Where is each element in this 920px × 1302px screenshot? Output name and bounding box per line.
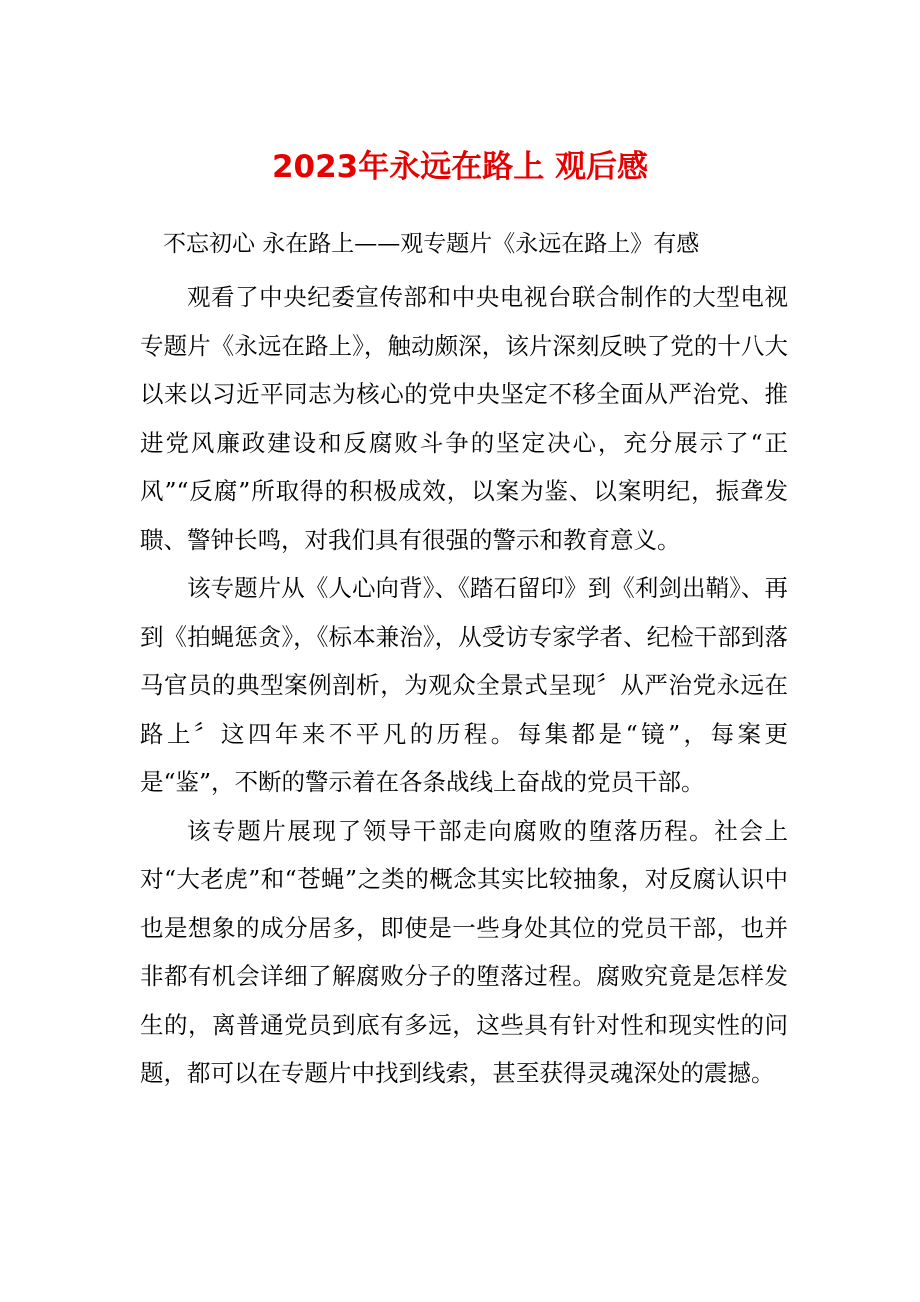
document-subtitle: 不忘初心 永在路上——观专题片《永远在路上》有感 xyxy=(163,231,700,257)
paragraph-1: 观看了中央纪委宣传部和中央电视台联合制作的大型电视专题片《永远在路上》，触动颇深，该片深刻反映了党的十八大以来以习近平同志为核心的党中央坚定不移全面从严治党、推进党风廉政建设和反腐败斗争的坚定决心，充分展示了“正风”“反腐”所取得的积极成效，以案为鉴、以案明纪，振聋发聩、警钟长鸣，对我们具有很强的警示和教育意义。 xyxy=(140,283,788,554)
document-title: 2023年永远在路上 观后感 xyxy=(271,149,649,185)
paragraph-3: 该专题片展现了领导干部走向腐败的堕落历程。社会上对“大老虎”和“苍蝇”之类的概念其实比较抽象，对反腐认识中也是想象的成分居多，即使是一些身处其位的党员干部，也并非都有机会详细了解腐败分子的堕落过程。腐败究竟是怎样发生的，离普通党员到底有多远，这些具有针对性和现实性的问题，都可以在专题片中找到线索，甚至获得灵魂深处的震撼。 xyxy=(140,816,788,1087)
document-body xyxy=(140,273,788,1098)
paragraph-2: 该专题片从《人心向背》、《踏石留印》到《利剑出鞘》、再到《拍蝇惩贪》，《标本兼治》，从受访专家学者、纪检干部到落马官员的典型案例剖析，为观众全景式呈现〞从严治党永远在路上〞这四年来不平凡的历程。每集都是“镜”，每案更是“鉴”，不断的警示着在各条战线上奋战的党员干部。 xyxy=(140,574,788,796)
